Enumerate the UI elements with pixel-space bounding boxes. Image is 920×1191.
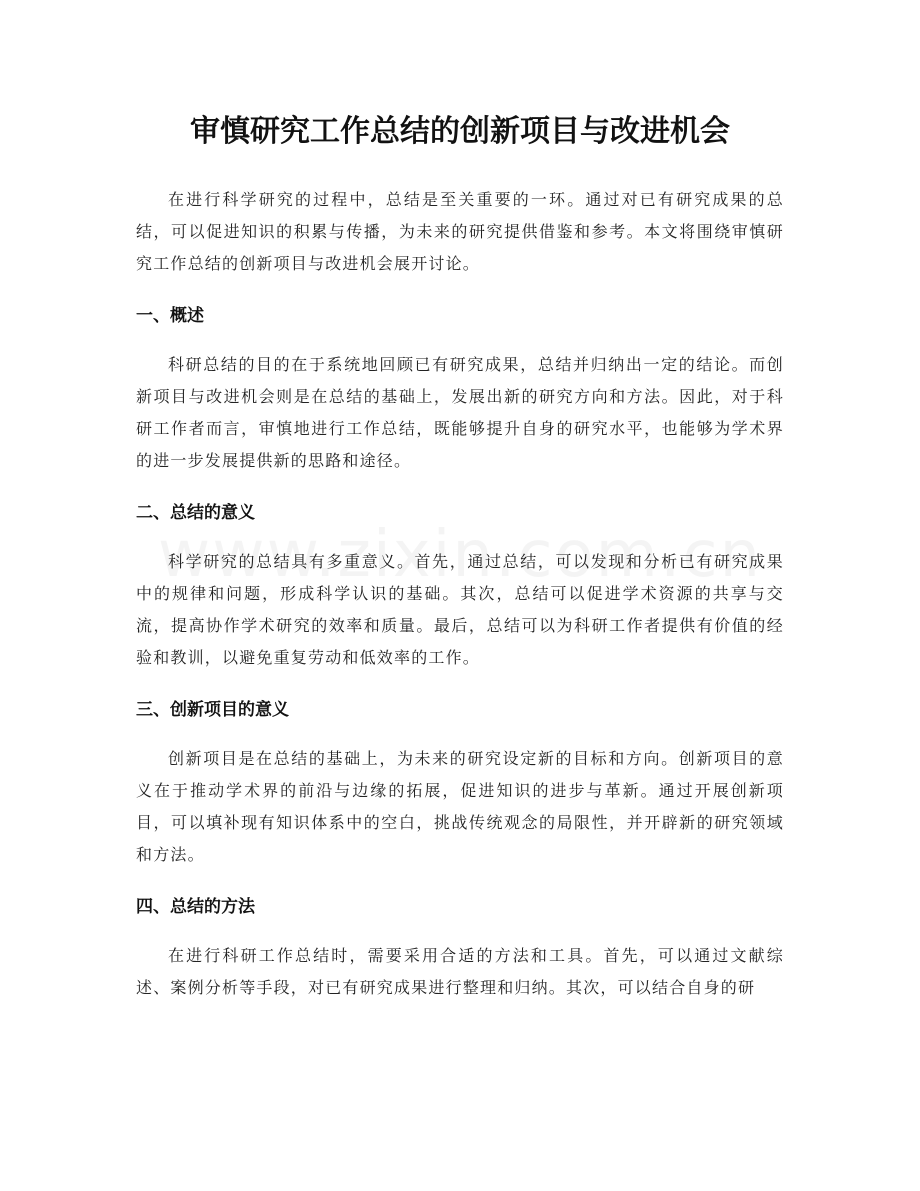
intro-paragraph: 在进行科学研究的过程中，总结是至关重要的一环。通过对已有研究成果的总结，可以促进知识的积累与传播，为未来的研究提供借鉴和参考。本文将围绕审慎研究工作总结的创新项目与改进机会展开讨论。 [136, 190, 784, 273]
section-body-overview: 科研总结的目的在于系统地回顾已有研究成果，总结并归纳出一定的结论。而创新项目与改进机会则是在总结的基础上，发展出新的研究方向和方法。因此，对于科研工作者而言，审慎地进行工作总结，既能够提升自身的研究水平，也能够为学术界的进一步发展提供新的思路和途径。 [136, 355, 784, 470]
section-heading-significance-of-innovation: 三、创新项目的意义 [136, 700, 289, 720]
section-body-significance-of-innovation: 创新项目是在总结的基础上，为未来的研究设定新的目标和方向。创新项目的意义在于推动学术界的前沿与边缘的拓展，促进知识的进步与革新。通过开展创新项目，可以填补现有知识体系中的空白，挑战传统观念的局限性，并开辟新的研究领域和方法。 [136, 749, 784, 864]
section-heading-summary-methods: 四、总结的方法 [136, 897, 255, 917]
section-heading-overview: 一、概述 [136, 306, 204, 326]
section-heading-significance-of-summary: 二、总结的意义 [136, 503, 255, 523]
section-body-significance-of-summary: 科学研究的总结具有多重意义。首先，通过总结，可以发现和分析已有研究成果中的规律和问题，形成科学认识的基础。其次，总结可以促进学术资源的共享与交流，提高协作学术研究的效率和质量。最后，总结可以为科研工作者提供有价值的经验和教训，以避免重复劳动和低效率的工作。 [136, 552, 784, 667]
section-body-summary-methods: 在进行科研工作总结时，需要采用合适的方法和工具。首先，可以通过文献综述、案例分析等手段，对已有研究成果进行整理和归纳。其次，可以结合自身的研 [136, 946, 784, 997]
document-title: 审慎研究工作总结的创新项目与改进机会 [190, 114, 730, 149]
